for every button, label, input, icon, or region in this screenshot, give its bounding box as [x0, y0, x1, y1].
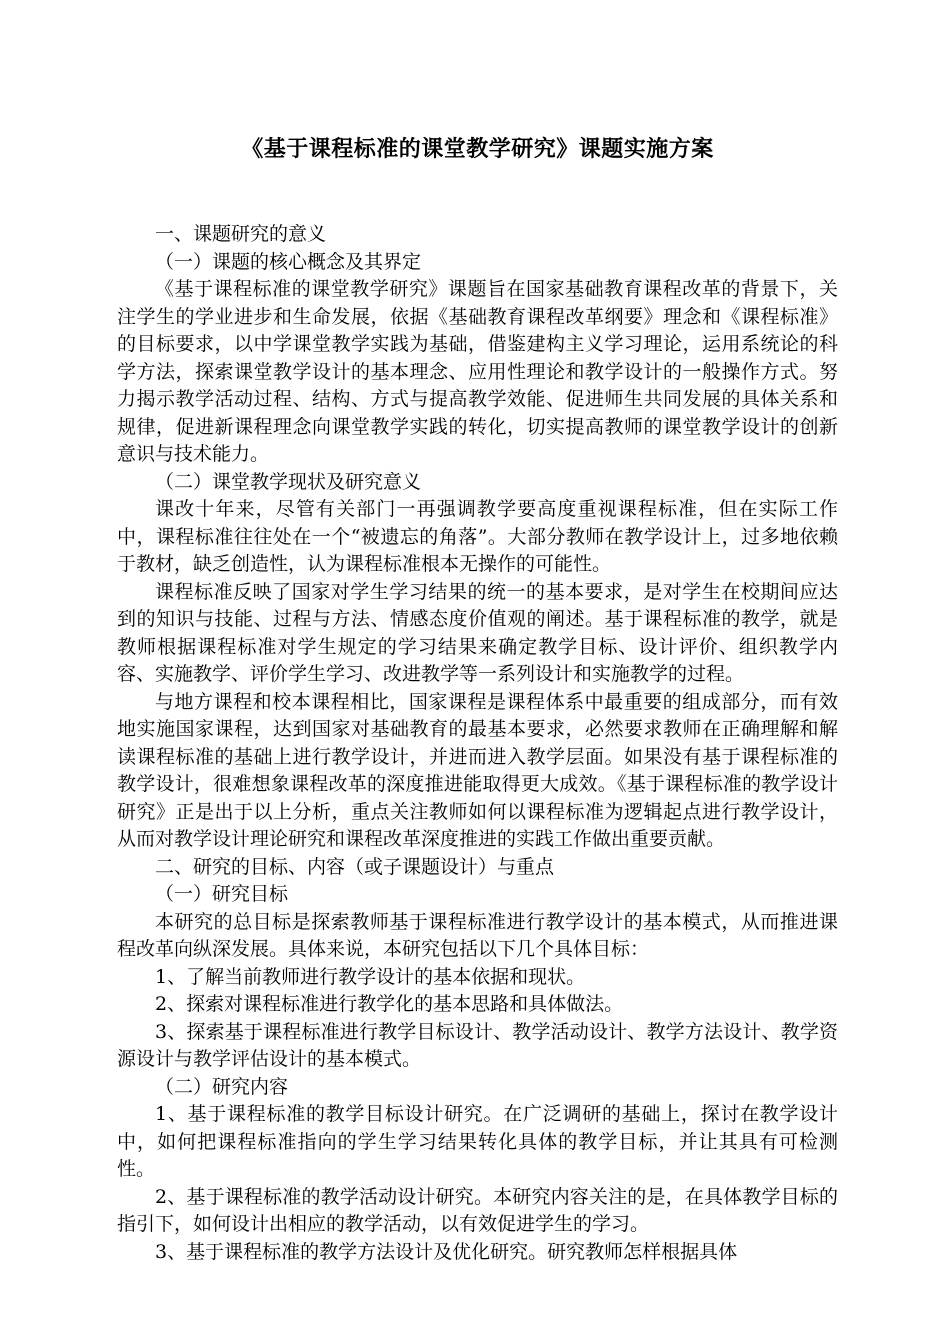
paragraph: 与地方课程和校本课程相比，国家课程是课程体系中最重要的组成部分，而有效地实施国家课程，达到国家对基础教育的最基本要求，必然要求教师在正确理解和解读课程标准的基础上进行教学设计，并进而进入教学层面。如果没有基于课程标准的教学设计，很难想象课程改革的深度推进能取得更大成效。《基于课程标准的教学设计研究》正是出于以上分析，重点关注教师如何以课程标准为逻辑起点进行教学设计，从而对教学设计理论研究和课程改革深度推进的实践工作做出重要贡献。 [117, 690, 838, 850]
paragraph: 本研究的总目标是探索教师基于课程标准进行教学设计的基本模式，从而推进课程改革向纵深发展。具体来说，本研究包括以下几个具体目标： [117, 910, 838, 960]
heading-subsection-1-2: （二）课堂教学现状及研究意义 [155, 470, 422, 493]
heading-section-2: 二、研究的目标、内容（或子课题设计）与重点 [155, 855, 555, 878]
heading-section-1: 一、课题研究的意义 [155, 223, 327, 245]
heading-subsection-2-1: （一）研究目标 [155, 883, 289, 905]
paragraph: 课程标准反映了国家对学生学习结果的统一的基本要求，是对学生在校期间应达到的知识与技能、过程与方法、情感态度价值观的阐述。基于课程标准的教学，就是教师根据课程标准对学生规定的学习结果来确定教学目标、设计评价、组织教学内容、实施教学、评价学生学习、改进教学等一系列设计和实施教学的过程。 [117, 580, 838, 685]
document-body [117, 221, 838, 1266]
list-item: 1、了解当前教师进行教学设计的基本依据和现状。 [155, 965, 586, 988]
document-title: 《基于课程标准的课堂教学研究》课题实施方案 [241, 136, 714, 162]
list-item: 1、基于课程标准的教学目标设计研究。在广泛调研的基础上，探讨在教学设计中，如何把课程标准指向的学生学习结果转化具体的教学目标，并让其具有可检测性。 [117, 1103, 838, 1180]
list-item: 2、基于课程标准的教学活动设计研究。本研究内容关注的是，在具体教学目标的指引下，如何设计出相应的教学活动，以有效促进学生的学习。 [117, 1185, 838, 1235]
list-item: 3、基于课程标准的教学方法设计及优化研究。研究教师怎样根据具体 [155, 1240, 738, 1263]
list-item: 3、探索基于课程标准进行教学目标设计、教学活动设计、教学方法设计、教学资源设计与教学评估设计的基本模式。 [117, 1020, 838, 1070]
heading-subsection-2-2: （二）研究内容 [155, 1075, 289, 1098]
paragraph: 《基于课程标准的课堂教学研究》课题旨在国家基础教育课程改革的背景下，关注学生的学业进步和生命发展，依据《基础教育课程改革纲要》理念和《课程标准》的目标要求，以中学课堂教学实践为基础，借鉴建构主义学习理论，运用系统论的科学方法，探索课堂教学设计的基本理念、应用性理论和教学设计的一般操作方式。努力揭示教学活动过程、结构、方式与提高教学效能、促进师生共同发展的具体关系和规律，促进新课程理念向课堂教学实践的转化，切实提高教师的课堂教学设计的创新意识与技术能力。 [117, 278, 838, 465]
list-item: 2、探索对课程标准进行教学化的基本思路和具体做法。 [155, 993, 624, 1015]
heading-subsection-1-1: （一）课题的核心概念及其界定 [155, 250, 422, 273]
paragraph: 课改十年来，尽管有关部门一再强调教学要高度重视课程标准，但在实际工作中，课程标准往往处在一个“被遗忘的角落”。大部分教师在教学设计上，过多地依赖于教材，缺乏创造性，认为课程标准根本无操作的可能性。 [117, 498, 838, 575]
